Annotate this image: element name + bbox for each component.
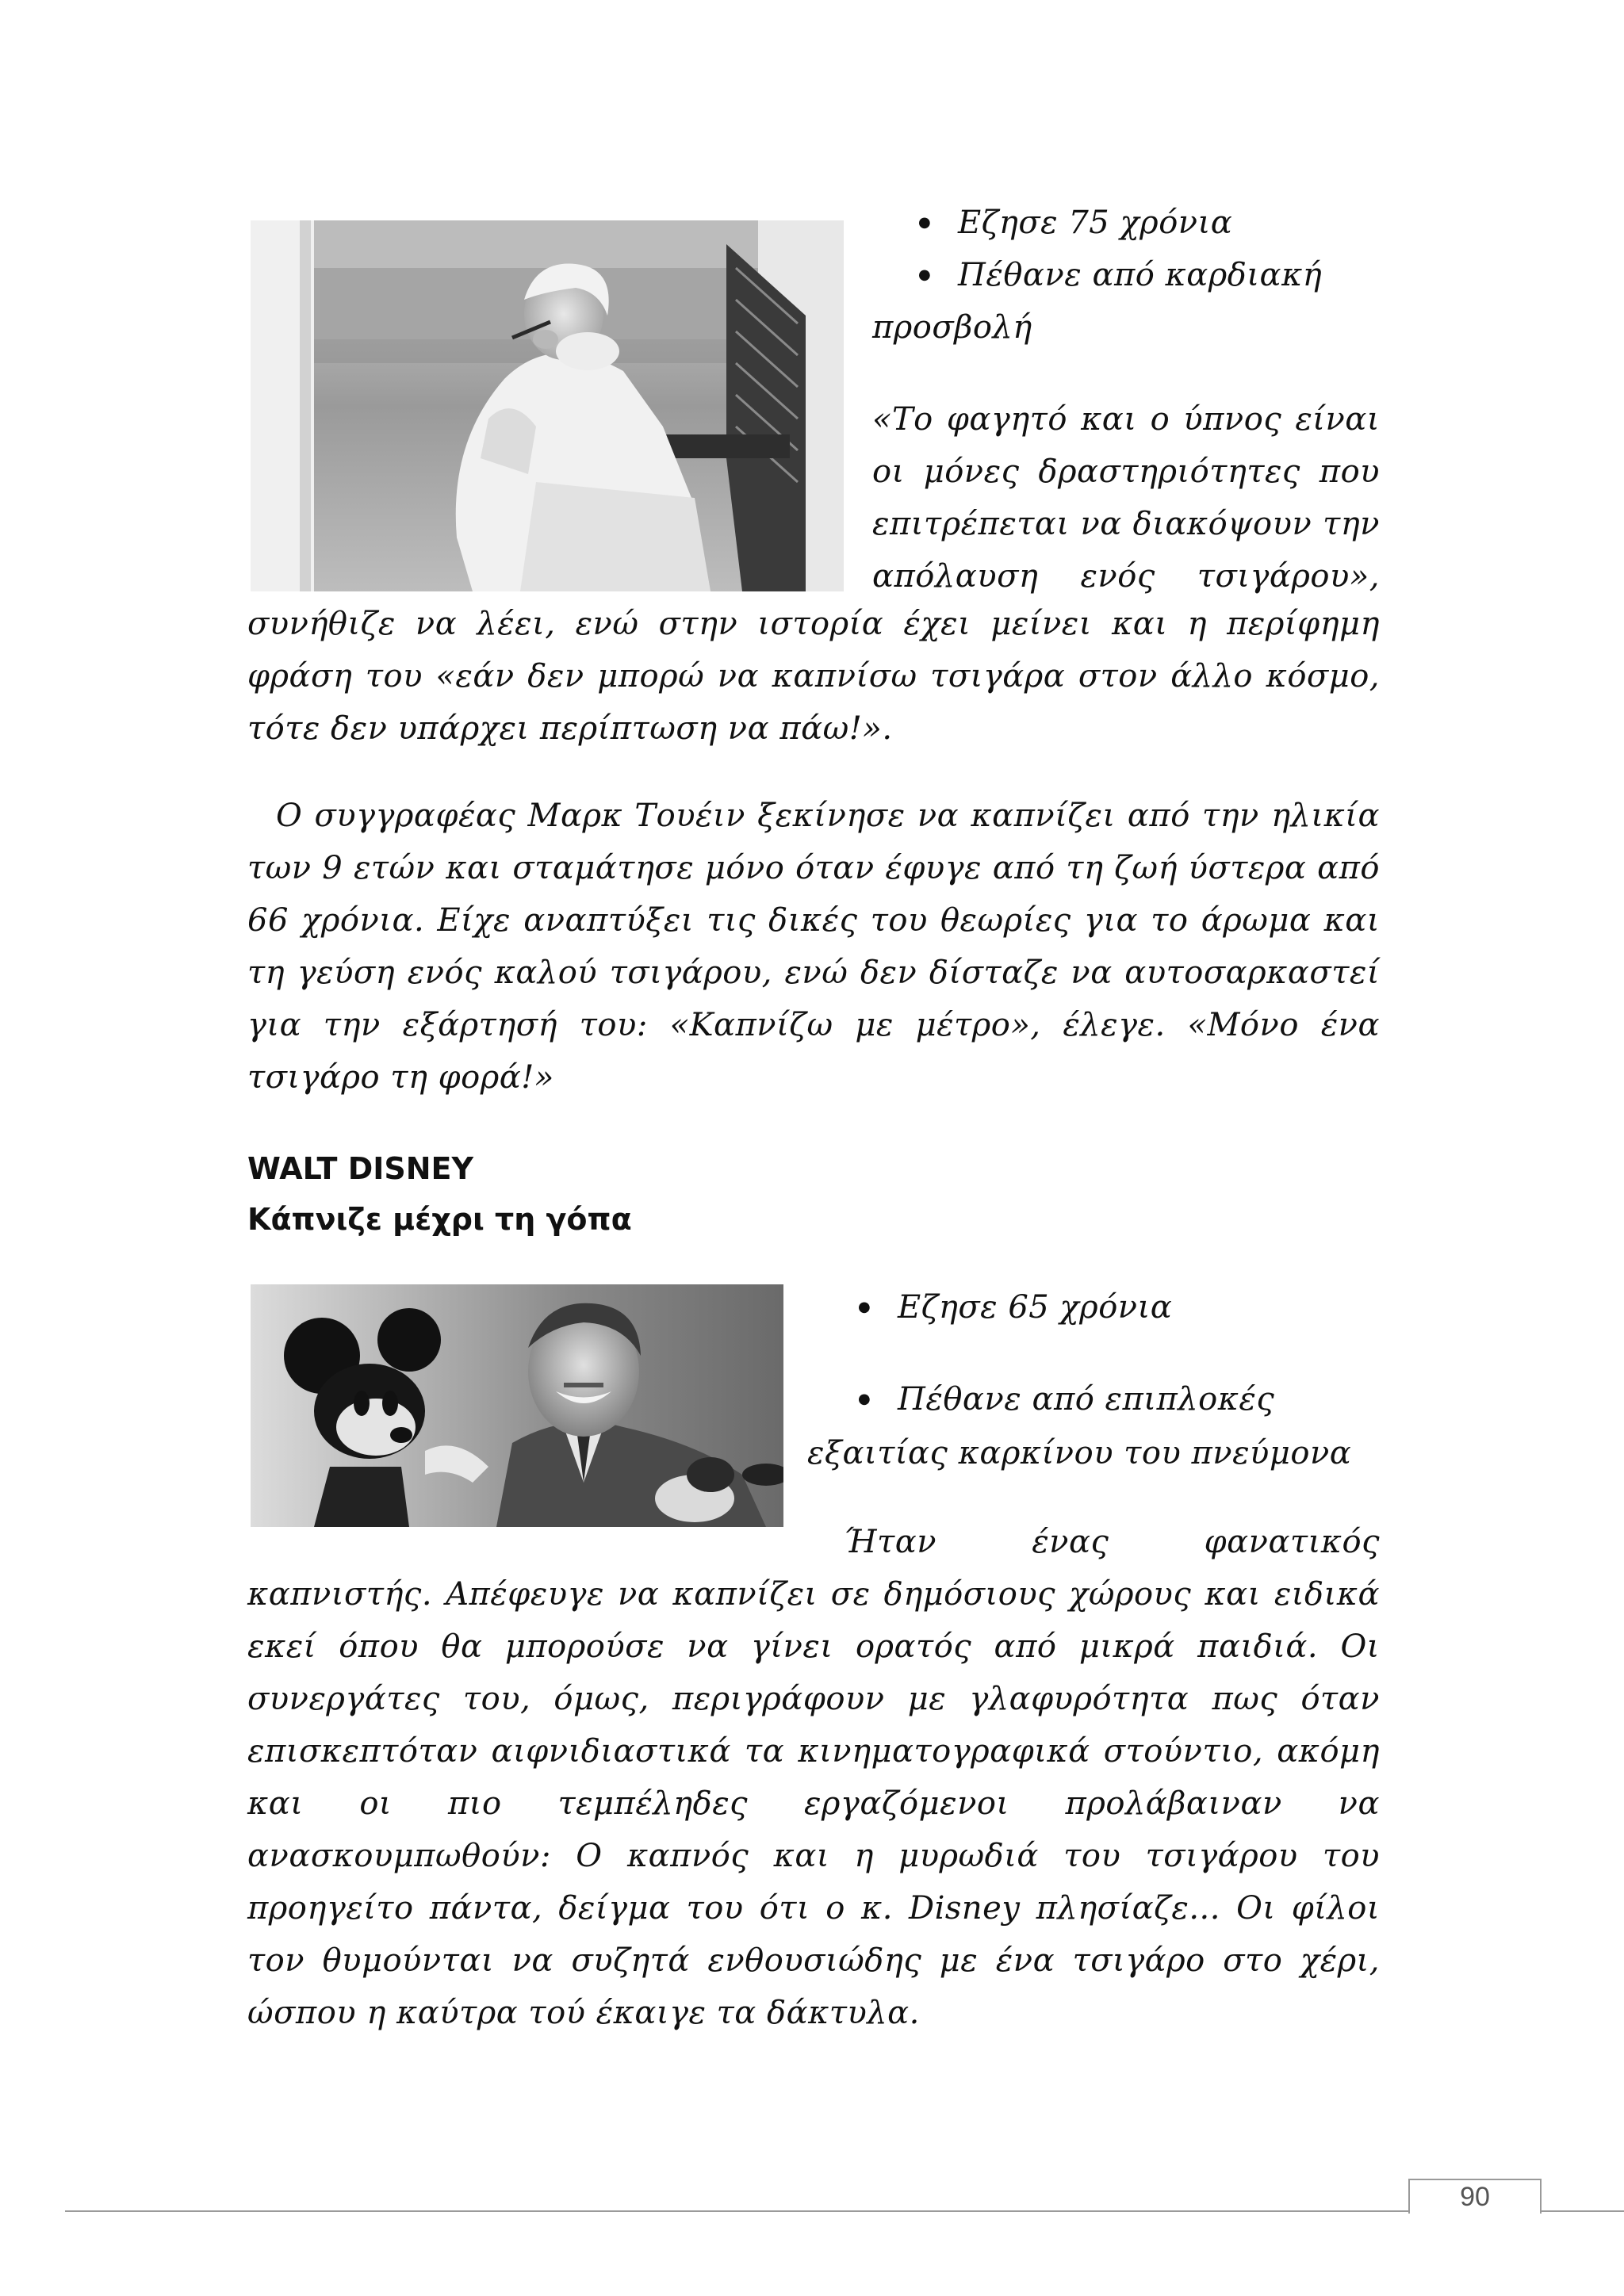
- disney-paragraph: καπνιστής. Απέφευγε να καπνίζει σε δημόσιους χώρους και ειδικά εκεί όπου θα μπορούσε να γίνει ορατός από μικρά παιδιά. Οι συνεργάτες του, όμως, περιγράφουν με γλαφυρότητα πως όταν επισκεπτόταν αιφνιδιαστικά τα κινηματογραφικά στούντιο, ακόμη και οι πιο τεμπέληδες εργαζόμενοι προλάβαιναν να ανασκουμπωθούν: Ο καπνός και η μυρωδιά του τσιγάρου του προηγείτο πάντα, δείγμα του ότι ο κ. Disney πλησίαζε... Οι φίλοι τον θυμούνται να συζητά ενθουσιώδης με ένα τσιγάρο στο χέρι, ώσπου η καύτρα τού έκαιγε τα δάκτυλα.: [247, 1576, 1380, 2031]
- disney-paragraph-first-line: Ήταν ένας φανατικός: [844, 1524, 1380, 1560]
- twain-facts-list: [904, 197, 1380, 301]
- twain-quote-continuation: συνήθιζε να λέει, ενώ στην ιστορία έχει μείνει και η περίφημη φράση του «εάν δεν μπορώ να καπνίσω τσιγάρα στον άλλο κόσμο, τότε δεν υπάρχει περίπτωση να πάω!».: [247, 606, 1380, 747]
- disney-facts-list-2: [844, 1373, 1399, 1425]
- disney-fact-death: ● Πέθανε από επιπλοκές: [844, 1373, 1399, 1425]
- twain-fact-death: ● Πέθανε από καρδιακή: [904, 249, 1380, 301]
- twain-fact-death-continuation: προσβολή: [872, 309, 1032, 346]
- footer-rule: [65, 2210, 1624, 2212]
- quote-line: «Το φαγητό και ο ύπνος είναι: [872, 401, 1380, 438]
- quote-line: οι μόνες δραστηριότητες που: [872, 453, 1380, 490]
- quote-line: επιτρέπεται να διακόψουν την: [872, 506, 1380, 542]
- walt-disney-photo: [251, 1284, 783, 1527]
- twain-paragraph: Ο συγγραφέας Μαρκ Τουέιν ξεκίνησε να καπνίζει από την ηλικία των 9 ετών και σταμάτησε μόνο όταν έφυγε από τη ζωή ύστερα από 66 χρόνια. Είχε αναπτύξει τις δικές του θεωρίες για το άρωμα και τη γεύση ενός καλού τσιγάρου, ενώ δεν δίσταζε να αυτοσαρκαστεί για την εξάρτησή του: «Καπνίζω με μέτρο», έλεγε. «Μόνο ένα τσιγάρο τη φορά!»: [247, 798, 1380, 1096]
- page-number: 90: [1460, 2182, 1490, 2212]
- disney-fact-death-continuation: εξαιτίας καρκίνου του πνεύμονα: [807, 1435, 1352, 1471]
- mark-twain-photo: [251, 220, 844, 591]
- quote-line: απόλαυση ενός τσιγάρου»,: [872, 558, 1380, 595]
- section-subheading: Κάπνιζε μέχρι τη γόπα: [247, 1202, 632, 1237]
- disney-facts-list: [844, 1281, 1399, 1334]
- twain-quote-block: [872, 393, 1380, 603]
- disney-fact-lifespan: ● Εζησε 65 χρόνια: [844, 1281, 1399, 1334]
- twain-fact-lifespan: ● Εζησε 75 χρόνια: [904, 197, 1380, 249]
- section-heading: WALT DISNEY: [247, 1151, 474, 1186]
